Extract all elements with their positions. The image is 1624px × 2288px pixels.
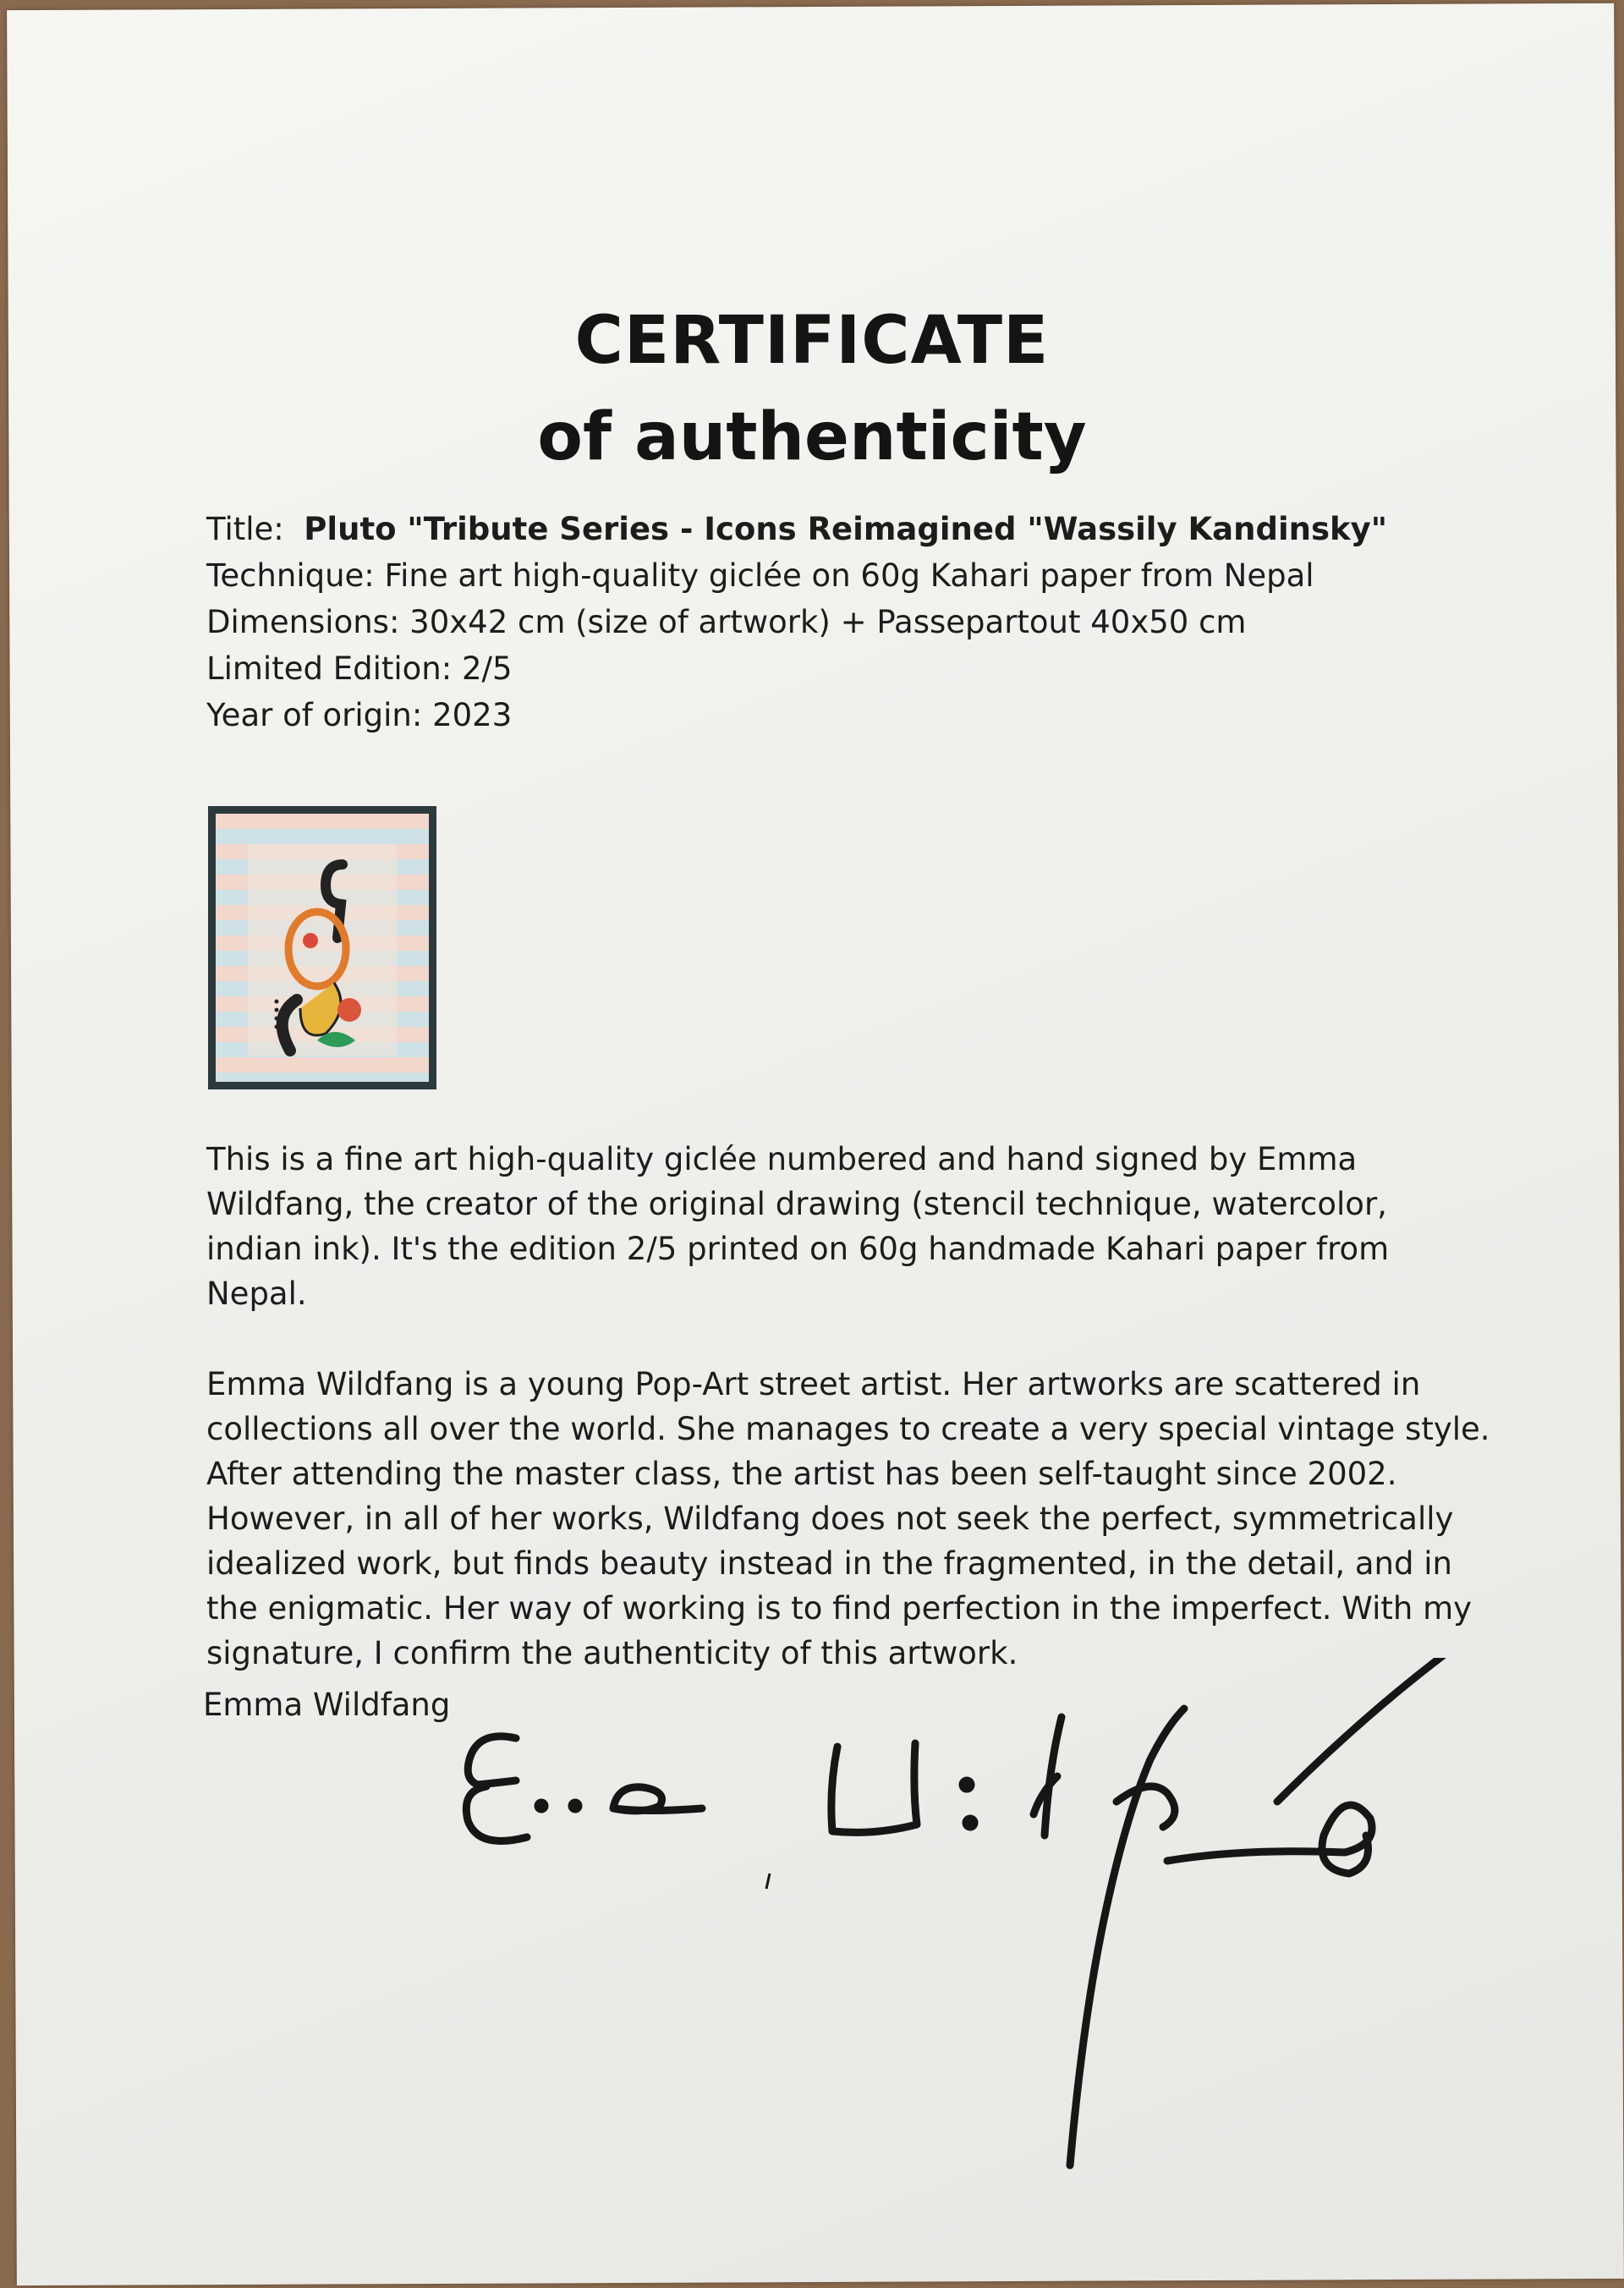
artwork-thumbnail	[208, 806, 436, 1089]
biography-line: the enigmatic. Her way of working is to find perfection in the imperfect. With my	[206, 1590, 1473, 1627]
artwork-details	[206, 506, 1387, 738]
detail-year: Year of origin: 2023	[206, 697, 513, 733]
detail-title-label: Title:	[206, 511, 284, 547]
description-line: Wildfang, the creator of the original drawing (stencil technique, watercolor,	[206, 1186, 1387, 1222]
detail-title	[206, 506, 1387, 552]
edition-description	[206, 1137, 1441, 1316]
signer-name: Emma Wildfang	[203, 1687, 451, 1723]
handwritten-signature	[440, 1658, 1539, 2182]
artist-biography	[206, 1362, 1490, 1676]
biography-line: idealized work, but finds beauty instead in the fragmented, in the detail, and in	[206, 1545, 1452, 1582]
certificate-heading: CERTIFICATE	[574, 303, 1050, 379]
detail-dimensions: Dimensions: 30x42 cm (size of artwork) + Passepartout 40x50 cm	[206, 604, 1247, 640]
biography-line: collections all over the world. She manages to create a very special vintage style.	[206, 1411, 1490, 1447]
description-line: indian ink). It's the edition 2/5 printed on 60g handmade Kahari paper from	[206, 1231, 1390, 1267]
certificate-subheading: of authenticity	[537, 399, 1087, 475]
detail-edition: Limited Edition: 2/5	[206, 650, 513, 687]
detail-title-value: Pluto "Tribute Series - Icons Reimagined "Wassily Kandinsky"	[304, 511, 1387, 547]
detail-technique: Technique: Fine art high-quality giclée on 60g Kahari paper from Nepal	[206, 557, 1314, 594]
description-line: This is a fine art high-quality giclée numbered and hand signed by Emma	[206, 1141, 1358, 1177]
biography-line: signature, I confirm the authenticity of this artwork.	[206, 1635, 1018, 1671]
biography-line: However, in all of her works, Wildfang does not seek the perfect, symmetrically	[206, 1501, 1454, 1537]
biography-line: After attending the master class, the artist has been self-taught since 2002.	[206, 1456, 1397, 1492]
description-line: Nepal.	[206, 1276, 307, 1312]
biography-line: Emma Wildfang is a young Pop-Art street artist. Her artworks are scattered in	[206, 1366, 1421, 1402]
